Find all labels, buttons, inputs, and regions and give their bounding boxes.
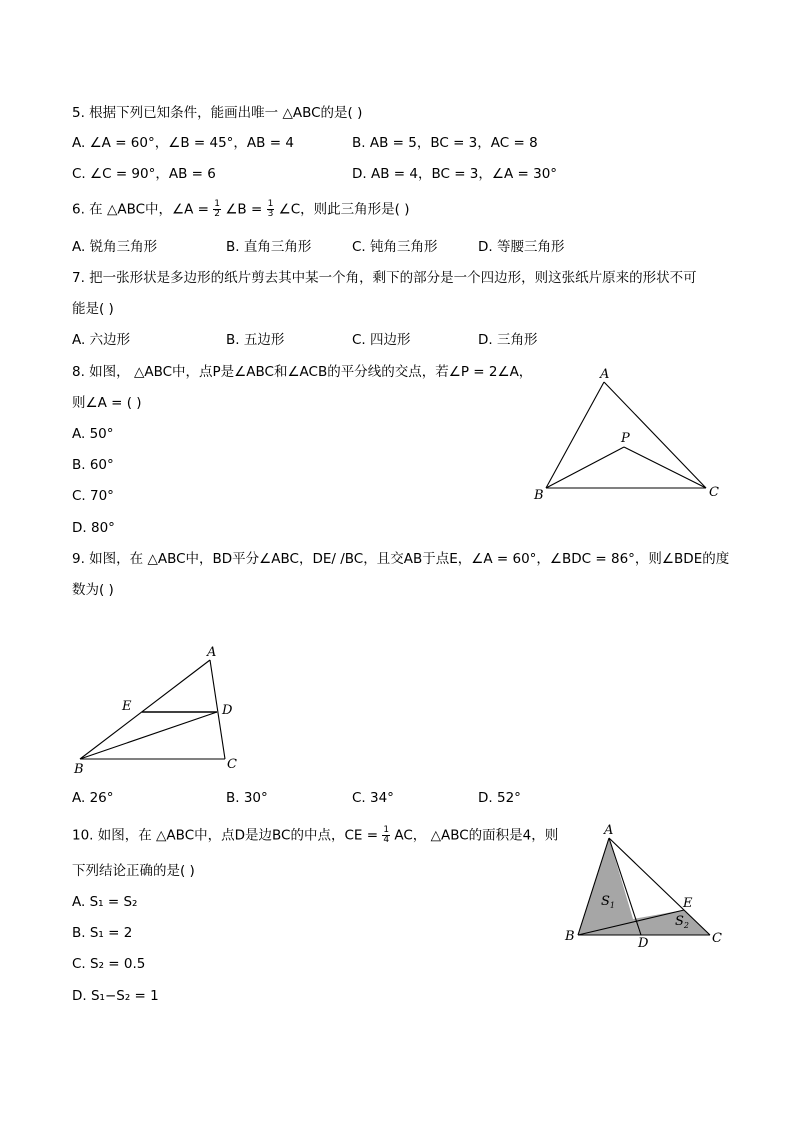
q10-label-s2: $S_2$ xyxy=(675,914,689,930)
q7-stem-line1: 7. 把一张形状是多边形的纸片剪去其中某一个角，剩下的部分是一个四边形，则这张纸片原来的形状不可 xyxy=(72,270,697,286)
q9-option-c[interactable]: C. 34° xyxy=(352,790,394,806)
q10-label-a: A xyxy=(604,823,614,838)
q6-stem-post: ∠C，则此三角形是( ) xyxy=(278,201,410,218)
q6-option-a[interactable]: A. 锐角三角形 xyxy=(72,239,158,255)
q10-option-d[interactable]: D. S₁−S₂ = 1 xyxy=(72,988,159,1004)
q7-option-d[interactable]: D. 三角形 xyxy=(478,332,538,348)
q8-label-a: A xyxy=(600,367,610,382)
q10-option-a[interactable]: A. S₁ = S₂ xyxy=(72,894,138,910)
q10-stem-post: AC， △ABC的面积是4，则 xyxy=(394,827,559,844)
q10-stem-pre: 10. 如图，在 △ABC中，点D是边BC的中点，CE = xyxy=(72,827,379,844)
q9-label-c: C xyxy=(227,757,237,772)
q10-label-b: B xyxy=(565,929,575,944)
q7-option-a[interactable]: A. 六边形 xyxy=(72,332,131,348)
q5-option-c[interactable]: C. ∠C = 90°，AB = 6 xyxy=(72,166,216,182)
q10-option-b[interactable]: B. S₁ = 2 xyxy=(72,925,133,941)
q6-stem-mid: ∠B = xyxy=(225,201,263,218)
q9-option-d[interactable]: D. 52° xyxy=(478,790,521,806)
q8-stem-line1: 8. 如图， △ABC中，点P是∠ABC和∠ACB的平分线的交点，若∠P = 2∠A， xyxy=(72,364,533,380)
q6-option-c[interactable]: C. 钝角三角形 xyxy=(352,239,438,255)
q9-stem-line1: 9. 如图，在 △ABC中，BD平分∠ABC，DE/ /BC，且交AB于点E，∠A = 60°，∠BDC = 86°，则∠BDE的度 xyxy=(72,551,730,567)
q7-stem-line2: 能是( ) xyxy=(72,301,114,317)
q10-label-s1: $S_1$ xyxy=(601,894,615,910)
q6-option-d[interactable]: D. 等腰三角形 xyxy=(478,239,565,255)
q8-option-a[interactable]: A. 50° xyxy=(72,426,114,442)
q10-option-c[interactable]: C. S₂ = 0.5 xyxy=(72,956,146,972)
q10-region-s1 xyxy=(578,838,641,935)
q6-fraction-2: $\frac{1}{3}$ xyxy=(267,199,274,219)
q9-label-e: E xyxy=(122,699,132,714)
q9-option-a[interactable]: A. 26° xyxy=(72,790,114,806)
q9-label-b: B xyxy=(74,762,84,777)
q10-label-d: D xyxy=(638,936,649,951)
q5-option-a[interactable]: A. ∠A = 60°，∠B = 45°，AB = 4 xyxy=(72,135,294,151)
q7-option-c[interactable]: C. 四边形 xyxy=(352,332,411,348)
q8-option-d[interactable]: D. 80° xyxy=(72,520,115,536)
q8-label-c: C xyxy=(709,485,719,500)
q10-stem-line2: 下列结论正确的是( ) xyxy=(72,863,195,879)
q5-stem: 5. 根据下列已知条件，能画出唯一 △ABC的是( ) xyxy=(72,105,363,121)
q8-stem-line2: 则∠A = ( ) xyxy=(72,395,142,411)
q8-option-b[interactable]: B. 60° xyxy=(72,457,114,473)
q10-label-c: C xyxy=(712,931,722,946)
q10-fraction: $\frac{1}{4}$ xyxy=(383,825,390,845)
q5-option-b[interactable]: B. AB = 5，BC = 3，AC = 8 xyxy=(352,135,538,151)
q8-option-c[interactable]: C. 70° xyxy=(72,488,114,504)
q7-option-b[interactable]: B. 五边形 xyxy=(226,332,285,348)
q10-label-e: E xyxy=(683,896,693,911)
q5-option-d[interactable]: D. AB = 4，BC = 3，∠A = 30° xyxy=(352,166,558,182)
q9-label-a: A xyxy=(207,645,217,660)
q9-stem-line2: 数为( ) xyxy=(72,582,114,598)
q8-label-b: B xyxy=(534,488,544,503)
q6-option-b[interactable]: B. 直角三角形 xyxy=(226,239,312,255)
q10-region-s2 xyxy=(633,910,710,935)
q6-stem-pre: 6. 在 △ABC中，∠A = xyxy=(72,201,209,218)
q8-label-p: P xyxy=(621,431,630,446)
q6-fraction-1: $\frac{1}{2}$ xyxy=(214,199,221,219)
q9-option-b[interactable]: B. 30° xyxy=(226,790,268,806)
q9-label-d: D xyxy=(222,703,233,718)
